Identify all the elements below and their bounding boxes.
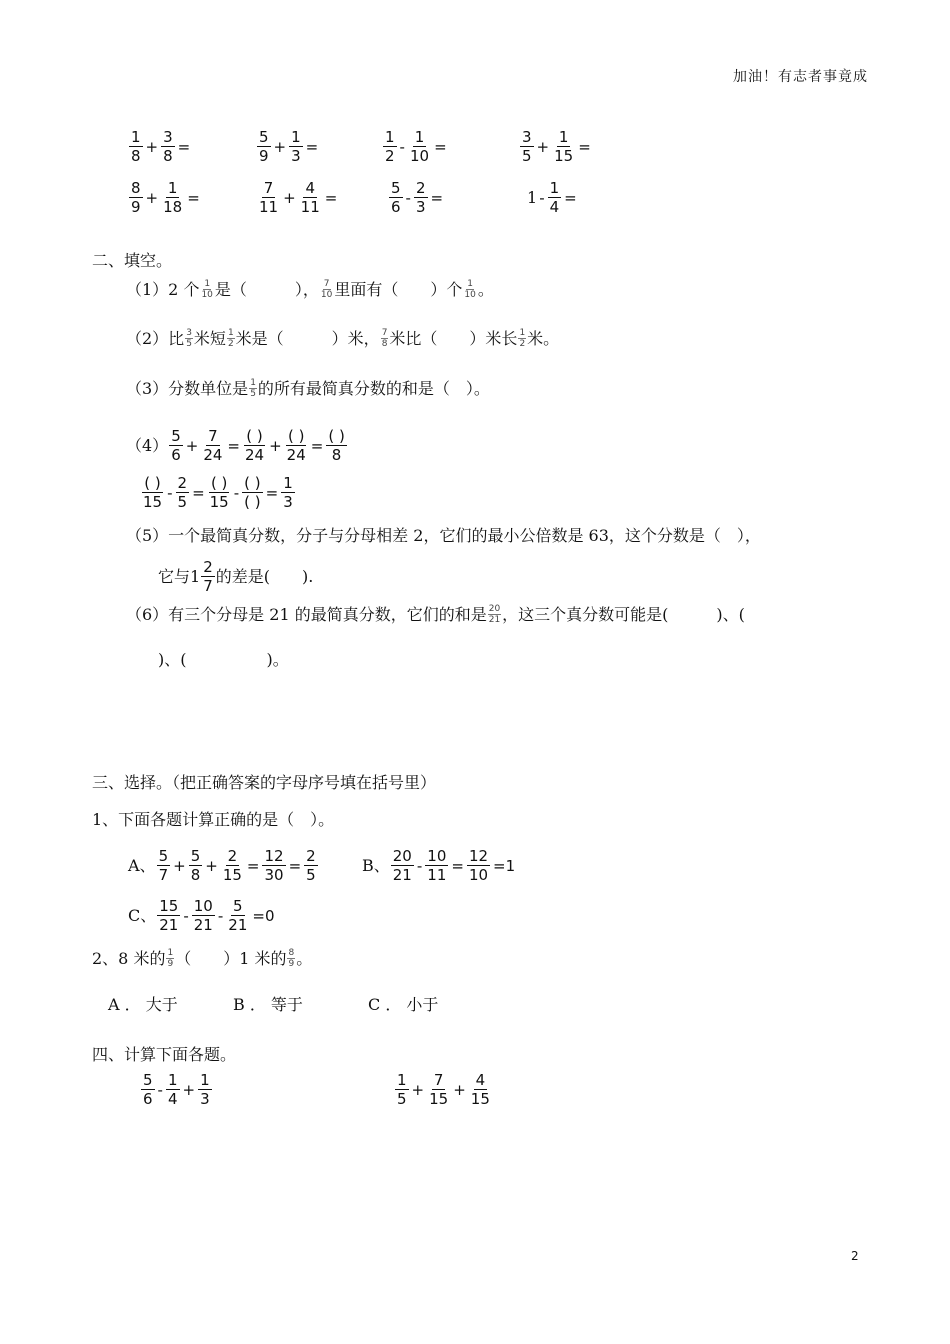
operator: + xyxy=(145,188,159,207)
numerator: 4 xyxy=(475,1071,486,1089)
fraction xyxy=(227,328,235,349)
denominator: 24 xyxy=(244,446,265,464)
text-segment: 2、8 米的 xyxy=(92,948,166,968)
choice-2-option-c: C ． 小于 xyxy=(368,995,439,1014)
fraction xyxy=(257,128,271,165)
section-4-title: 四、计算下面各题。 xyxy=(92,1045,237,1064)
text-segment: 它与 xyxy=(158,566,191,586)
fraction xyxy=(520,128,534,165)
operator: = xyxy=(265,483,279,502)
denominator: 10 xyxy=(468,866,489,884)
numerator: 5 xyxy=(143,1071,153,1089)
numerator: 1 xyxy=(467,279,473,289)
numerator: 1 xyxy=(250,378,256,388)
text-segment: 米比（ ）米长 xyxy=(389,328,518,348)
fraction xyxy=(129,179,143,216)
denominator: 6 xyxy=(143,1090,153,1108)
fraction xyxy=(161,128,175,165)
operator: = xyxy=(451,856,464,875)
fraction xyxy=(391,847,414,884)
denominator: 10 xyxy=(320,290,333,300)
denominator: 6 xyxy=(391,198,401,216)
fraction xyxy=(185,328,193,349)
operator: - xyxy=(183,906,189,925)
denominator: 21 xyxy=(159,916,179,934)
denominator: 21 xyxy=(488,615,501,625)
numerator: 4 xyxy=(305,179,315,197)
denominator: 24 xyxy=(203,446,223,464)
fraction xyxy=(427,1071,450,1108)
denominator: 11 xyxy=(259,198,279,216)
numerator: 5 xyxy=(391,179,401,197)
operator: + xyxy=(269,436,282,455)
denominator: 21 xyxy=(193,916,213,934)
section-2-title: 二、填空。 xyxy=(92,251,173,270)
numerator: ( ) xyxy=(244,474,261,492)
numerator: ( ) xyxy=(328,427,345,445)
denominator: 10 xyxy=(201,290,213,300)
fraction xyxy=(463,279,476,300)
fraction xyxy=(221,847,244,884)
operator: - xyxy=(399,137,405,156)
denominator: 10 xyxy=(409,147,430,165)
numerator: 5 xyxy=(171,427,181,445)
numerator: 1 xyxy=(385,128,395,146)
exercise-1-2 xyxy=(256,128,320,165)
section-3-title: 三、选择。（把正确答案的字母序号填在括号里） xyxy=(92,773,437,792)
denominator: 8 xyxy=(131,147,141,165)
choice-2-option-a: A ． 大于 xyxy=(108,995,178,1014)
numerator: 2 xyxy=(203,558,213,576)
page-header: 加油！有志者事竟成 xyxy=(733,69,868,85)
numerator: 1 xyxy=(227,328,234,338)
fraction xyxy=(166,948,174,969)
denominator: 5 xyxy=(186,339,192,349)
fraction xyxy=(200,279,213,300)
operator: - xyxy=(157,1080,163,1099)
operator: = xyxy=(305,137,319,156)
denominator: 21 xyxy=(392,866,412,884)
denominator: 5 xyxy=(397,1090,407,1108)
fraction xyxy=(425,847,448,884)
fraction xyxy=(189,847,203,884)
numerator: 7 xyxy=(433,1071,444,1089)
fill-question-5-line2 xyxy=(158,558,313,595)
numerator: 7 xyxy=(208,427,218,445)
fraction xyxy=(169,427,183,464)
fraction xyxy=(192,897,215,934)
operator: = xyxy=(187,188,200,207)
denominator: 15 xyxy=(209,493,229,511)
operator: = xyxy=(227,436,240,455)
operator: + xyxy=(173,856,186,875)
fraction-blank xyxy=(243,427,266,464)
numerator: 5 xyxy=(233,897,243,915)
numerator: 1 xyxy=(414,128,425,146)
fraction xyxy=(201,558,215,595)
numerator: 1 xyxy=(167,179,178,197)
operator: + xyxy=(145,137,159,156)
denominator: 3 xyxy=(291,147,301,165)
operator: = xyxy=(324,188,338,207)
operator: + xyxy=(411,1080,425,1099)
fraction xyxy=(518,328,526,349)
fraction xyxy=(161,179,184,216)
text-segment: 米短 xyxy=(193,328,226,348)
denominator: 5 xyxy=(250,389,256,399)
fraction xyxy=(176,474,190,511)
numerator: 5 xyxy=(158,847,169,865)
denominator: 5 xyxy=(306,866,316,884)
numerator: 1 xyxy=(167,1071,178,1089)
denominator: 2 xyxy=(519,339,526,349)
denominator: 9 xyxy=(259,147,269,165)
operator: = xyxy=(288,856,302,875)
exercise-2-2 xyxy=(256,179,339,216)
text-segment: C、 xyxy=(128,905,157,925)
numerator: 1 xyxy=(549,179,560,197)
operator: = xyxy=(246,856,260,875)
operator: - xyxy=(217,906,224,925)
text-segment: 。 xyxy=(477,279,494,299)
denominator: 21 xyxy=(228,916,248,934)
denominator: 8 xyxy=(331,446,342,464)
operator: - xyxy=(405,188,411,207)
operator: = xyxy=(177,137,191,156)
fraction xyxy=(408,128,431,165)
fraction xyxy=(287,948,295,969)
choice-option-b xyxy=(362,847,517,884)
fill-question-4-line2 xyxy=(140,474,296,511)
operator: + xyxy=(185,436,199,455)
numerator: 3 xyxy=(522,128,532,146)
fraction xyxy=(467,847,490,884)
fraction xyxy=(304,847,318,884)
operator: =1 xyxy=(493,856,516,875)
operator: + xyxy=(205,856,218,875)
denominator: 15 xyxy=(429,1090,449,1108)
choice-option-c xyxy=(128,897,277,934)
denominator: 3 xyxy=(415,198,426,216)
fill-question-6-line1 xyxy=(126,604,745,625)
fraction-blank xyxy=(242,474,262,511)
operator: =0 xyxy=(252,906,275,925)
text-segment: （2）比 xyxy=(126,328,185,348)
fraction xyxy=(383,128,397,165)
operator: = xyxy=(578,137,591,156)
denominator: 5 xyxy=(522,147,532,165)
numerator: 20 xyxy=(488,604,501,614)
text-segment: （ ）1 米的 xyxy=(175,948,287,968)
numerator: 15 xyxy=(159,897,179,915)
denominator: 10 xyxy=(464,290,476,300)
denominator: 15 xyxy=(470,1090,490,1108)
numerator: 8 xyxy=(131,179,141,197)
numerator: ( ) xyxy=(246,427,263,445)
denominator: 30 xyxy=(264,866,284,884)
fraction xyxy=(281,474,295,511)
denominator: ( ) xyxy=(244,493,261,511)
choice-2-option-b: B ． 等于 xyxy=(233,995,303,1014)
fraction xyxy=(262,847,285,884)
denominator: 4 xyxy=(549,198,560,216)
text-segment: 1 xyxy=(527,187,538,207)
operator: - xyxy=(167,483,173,502)
denominator: 6 xyxy=(171,446,181,464)
choice-question-2 xyxy=(92,948,312,969)
operator: = xyxy=(310,436,324,455)
text-segment: 米是（ ）米， xyxy=(235,328,380,348)
operator: - xyxy=(233,483,240,502)
fraction xyxy=(299,179,322,216)
fraction xyxy=(389,179,403,216)
fraction xyxy=(157,897,180,934)
operator: - xyxy=(539,188,545,207)
denominator: 24 xyxy=(286,446,306,464)
operator: = xyxy=(192,483,205,502)
fill-question-1 xyxy=(126,279,494,300)
fraction xyxy=(320,279,333,300)
fraction xyxy=(201,427,224,464)
exercise-1-4 xyxy=(519,128,593,165)
denominator: 11 xyxy=(300,198,320,216)
text-segment: B、 xyxy=(362,855,390,875)
operator: + xyxy=(182,1080,196,1099)
numerator: 3 xyxy=(163,128,173,146)
operator: + xyxy=(536,137,550,156)
exercise-2-4 xyxy=(527,179,579,216)
text-segment: ，这三个真分数可能是( )、( xyxy=(502,604,745,624)
denominator: 4 xyxy=(167,1090,178,1108)
fraction-blank xyxy=(326,427,346,464)
text-segment: 1 xyxy=(190,566,201,586)
calc-expression-1 xyxy=(140,1071,213,1108)
fraction xyxy=(414,179,428,216)
choice-question-1: 1、下面各题计算正确的是（ ）。 xyxy=(92,810,335,829)
fraction xyxy=(198,1071,212,1108)
fill-question-4-line1 xyxy=(126,427,348,464)
fraction xyxy=(289,128,303,165)
text-segment: （6）有三个分母是 21 的最简真分数，它们的和是 xyxy=(126,604,487,624)
numerator: 3 xyxy=(186,328,192,338)
fill-question-5-line1: （5）一个最简真分数，分子与分母相差 2，它们的最小公倍数是 63，这个分数是（ ）， xyxy=(126,526,761,545)
fraction xyxy=(488,604,501,625)
denominator: 3 xyxy=(283,493,293,511)
text-segment: 。 xyxy=(296,948,313,968)
fraction-blank xyxy=(141,474,164,511)
numerator: 1 xyxy=(558,128,569,146)
fraction xyxy=(395,1071,409,1108)
numerator: ( ) xyxy=(287,427,305,445)
fraction xyxy=(469,1071,492,1108)
numerator: 1 xyxy=(283,474,293,492)
denominator: 15 xyxy=(554,147,574,165)
denominator: 8 xyxy=(381,339,388,349)
text-segment: （4） xyxy=(126,435,169,455)
text-segment: A、 xyxy=(128,855,156,875)
mixed-number xyxy=(190,558,216,595)
numerator: 2 xyxy=(415,179,426,197)
numerator: 10 xyxy=(427,847,447,865)
numerator: 1 xyxy=(131,128,141,146)
fraction xyxy=(129,128,143,165)
numerator: 5 xyxy=(190,847,201,865)
numerator: 5 xyxy=(259,128,269,146)
calc-expression-2 xyxy=(394,1071,493,1108)
numerator: 10 xyxy=(193,897,213,915)
numerator: 7 xyxy=(263,179,274,197)
text-segment: 的所有最简真分数的和是（ ）。 xyxy=(257,378,490,398)
numerator: 12 xyxy=(264,847,284,865)
fraction-blank xyxy=(285,427,308,464)
text-segment: （3）分数单位是 xyxy=(126,378,249,398)
denominator: 18 xyxy=(163,198,183,216)
denominator: 9 xyxy=(131,198,141,216)
fraction xyxy=(166,1071,180,1108)
exercise-1-3 xyxy=(382,128,449,165)
numerator: 1 xyxy=(200,1071,210,1089)
fraction xyxy=(552,128,575,165)
fraction xyxy=(548,179,562,216)
denominator: 15 xyxy=(143,493,163,511)
operator: + xyxy=(453,1080,466,1099)
numerator: 7 xyxy=(381,328,388,338)
denominator: 15 xyxy=(222,866,242,884)
operator: - xyxy=(416,856,423,875)
denominator: 2 xyxy=(227,339,234,349)
numerator: 1 xyxy=(167,948,174,958)
numerator: 2 xyxy=(306,847,316,865)
numerator: 7 xyxy=(323,279,330,289)
page-number: 2 xyxy=(851,1249,859,1263)
operator: = xyxy=(434,137,447,156)
fill-question-6-line2: )、( )。 xyxy=(158,650,289,669)
denominator: 9 xyxy=(288,959,295,969)
fraction xyxy=(257,179,280,216)
denominator: 8 xyxy=(190,866,201,884)
numerator: 2 xyxy=(177,474,188,492)
numerator: 2 xyxy=(227,847,238,865)
text-segment: 米。 xyxy=(527,328,560,348)
fraction xyxy=(249,378,257,399)
numerator: 1 xyxy=(291,128,301,146)
operator: = xyxy=(430,188,444,207)
denominator: 8 xyxy=(163,147,173,165)
fraction-blank xyxy=(208,474,231,511)
exercise-2-1 xyxy=(128,179,202,216)
fraction xyxy=(157,847,171,884)
denominator: 9 xyxy=(167,959,174,969)
denominator: 11 xyxy=(427,866,447,884)
text-segment: （1）2 个 xyxy=(126,279,200,299)
fill-question-2 xyxy=(126,328,559,349)
numerator: 1 xyxy=(204,279,211,289)
denominator: 7 xyxy=(158,866,169,884)
numerator: 12 xyxy=(468,847,489,865)
text-segment: 里面有（ ）个 xyxy=(334,279,463,299)
numerator: 1 xyxy=(397,1071,407,1089)
choice-option-a xyxy=(128,847,319,884)
denominator: 3 xyxy=(200,1090,210,1108)
operator: = xyxy=(564,188,577,207)
exercise-2-3 xyxy=(388,179,445,216)
fill-question-3 xyxy=(126,378,490,399)
operator: + xyxy=(273,137,287,156)
denominator: 2 xyxy=(385,147,395,165)
numerator: 1 xyxy=(519,328,526,338)
denominator: 5 xyxy=(177,493,188,511)
fraction xyxy=(226,897,249,934)
exercise-1-1 xyxy=(128,128,192,165)
denominator: 7 xyxy=(203,577,213,595)
numerator: 20 xyxy=(392,847,412,865)
text-segment: 是（ ）， xyxy=(214,279,319,299)
text-segment: 的差是( ). xyxy=(215,566,314,586)
fraction xyxy=(381,328,389,349)
numerator: 8 xyxy=(288,948,295,958)
operator: + xyxy=(283,188,296,207)
numerator: ( ) xyxy=(210,474,228,492)
fraction xyxy=(141,1071,155,1108)
numerator: ( ) xyxy=(144,474,161,492)
